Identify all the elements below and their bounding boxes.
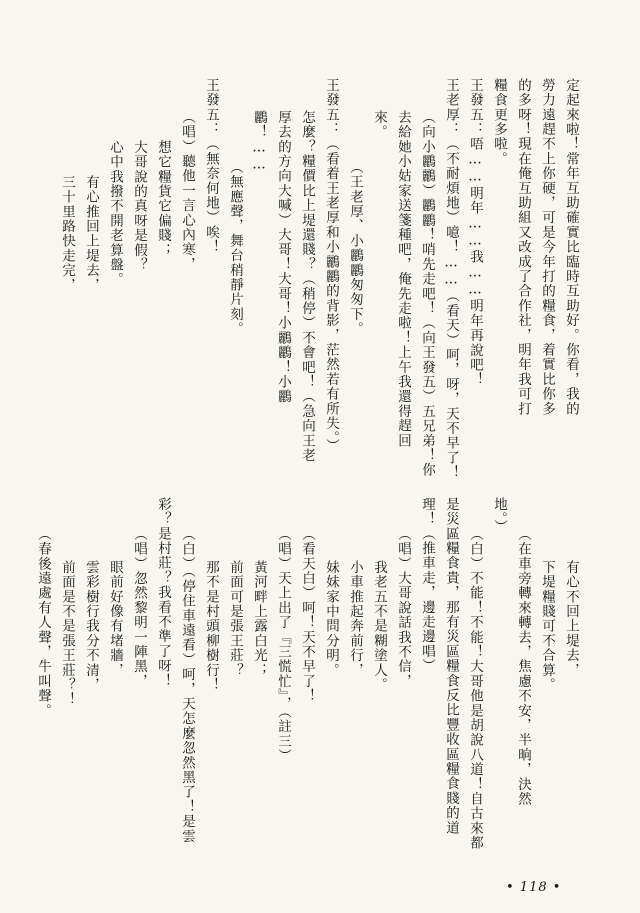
text-line: （唱）聽他一言心內寒，	[179, 110, 195, 272]
verse-line: 我老五不是糊塗人。	[371, 560, 387, 693]
text-line: （向小鸝鸝）鸝鸝！哨先走吧！（向王發五）五兄弟！你	[419, 110, 435, 478]
text-line: 王發五：（無奈何地）唉！	[203, 78, 219, 255]
verse-line: 有心推回上堤去，	[83, 175, 99, 293]
verse-line: 大哥說的真呀是假？	[131, 140, 147, 273]
text-line: 勞力遠趕不上你硬，可是今年打的糧食，着實比你多	[539, 78, 555, 417]
verse-line: 眼前好像有堵牆，	[107, 560, 123, 678]
verse-line: 前面可是張王莊？	[227, 560, 243, 678]
stage-direction: 地。）	[491, 497, 507, 535]
text-line: 王發五：（看着王老厚和小鸝鸝的背影，茫然若有所失。）	[323, 78, 339, 454]
stage-direction: （在車旁轉來轉去，焦慮不安，半晌，決然	[515, 527, 531, 807]
verse-line: 心中我撥不開老算盤。	[107, 140, 123, 287]
text-line: 定起來啦！常年互助確實比臨時互助好。你看，我的	[563, 78, 579, 417]
verse-line: 下堤糧賤可不合算。	[539, 560, 555, 693]
text-line: 糧食更多啦。	[491, 78, 507, 167]
text-line: 王發五：唔……明年……我……明年再說吧！	[467, 78, 483, 387]
text-line: 鸝！……	[251, 110, 267, 174]
text-line: 的多呀！現在俺互助組又改成了合作社，明年我可打	[515, 78, 531, 417]
text-line: （白）不能！不能！大哥他是胡說八道！自古來都	[467, 527, 483, 851]
verse-line: 雲彩樹行我分不清，	[83, 560, 99, 693]
text-line: 去給她小姑家送箋種吧，俺先走啦！上午我還得趕回	[395, 110, 411, 449]
text-line: 是災區糧食貴，那有災區糧食反比豐收區糧食賤的道	[443, 497, 459, 836]
verse-line: 那不是村頭柳樹行！	[203, 560, 219, 693]
text-line: （唱）忽然黎明一陣黑，	[131, 527, 147, 689]
text-line: 來。	[371, 110, 387, 140]
verse-line: 前面是不是張王莊？！	[59, 560, 75, 707]
verse-line: 黃河畔上露白光；	[251, 560, 267, 678]
text-line: （唱）天上出了『三慌忙』，（註三）	[275, 527, 291, 764]
verse-line: 有心不回上堤去，	[563, 560, 579, 678]
text-line: （唱）大哥說話我不信，	[395, 527, 411, 689]
text-line: （看天白）呵！天不早了！	[299, 527, 315, 704]
verse-line: 小車推起奔前行，	[347, 560, 363, 678]
text-line: 厚去的方向大喊）大哥！大哥！小鸝鸝！小鸝	[275, 110, 291, 404]
stage-direction: （王老厚、小鸝鸝匆匆下。	[347, 160, 363, 337]
text-line: 王老厚：（不耐煩地）噫！……（看天）呵，呀，天不早了！	[443, 78, 459, 480]
page-number: • 118 •	[506, 880, 562, 895]
text-line: 彩？是村莊？我看不準了呀！	[155, 497, 171, 689]
text-line: （白）（停住車遠看）呵，天怎麼忽然黑了！是雲	[179, 527, 195, 844]
verse-line: 想它糧貨它偏賤；	[155, 140, 171, 258]
stage-direction: （春後遠處有人聲，牛叫聲。	[35, 527, 51, 719]
verse-line: 三十里路快走完，	[59, 175, 75, 293]
stage-direction: （無應聲，舞台稍靜片刻。	[227, 160, 243, 337]
text-line: 怎麼？糧價比上堤還賤？（稍停）不會吧！（急向王老	[299, 110, 315, 463]
text-line: 理！（推車走，邊走邊唱）	[419, 497, 435, 674]
verse-line: 妹妹家中問分明。	[323, 560, 339, 678]
